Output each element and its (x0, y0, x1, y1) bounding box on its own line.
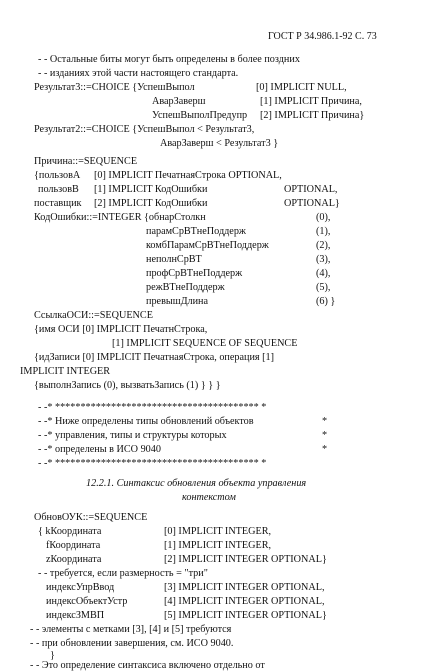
code-line: [2] IMPLICIT INTEGER OPTIONAL} (164, 554, 327, 565)
code-line: (1), (316, 226, 331, 237)
code-line: [3] IMPLICIT INTEGER OPTIONAL, (164, 582, 325, 593)
code-line: [0] IMPLICIT INTEGER, (164, 526, 272, 537)
code-line: УспешВыполПредупр (152, 110, 248, 121)
code-line: (0), (316, 212, 331, 223)
code-line: OPTIONAL, (284, 184, 338, 195)
text-line: - - Остальные биты могут быть определены в более поздних (38, 54, 300, 65)
code-line: [0] IMPLICIT NULL, (256, 82, 347, 93)
code-line: индексЗМВП (46, 610, 105, 621)
code-line: превышДлина (146, 296, 209, 307)
code-line: [0] IMPLICIT ПечатнаяСтрока OPTIONAL, (94, 170, 282, 181)
code-line: {выполнЗапись (0), вызватьЗапись (1) } } } (34, 380, 221, 391)
code-line: [1] IMPLICIT INTEGER, (164, 540, 272, 551)
code-line: АварЗаверш (152, 96, 206, 107)
code-line: (3), (316, 254, 331, 265)
code-line: индексУпрВвод (46, 582, 115, 593)
code-line: Причина::=SEQUENCE (34, 156, 138, 167)
code-line: [4] IMPLICIT INTEGER OPTIONAL, (164, 596, 325, 607)
code-line: { kКоордината (38, 526, 102, 537)
code-line: неполнСрВТ (146, 254, 202, 265)
code-line: [1] IMPLICIT Причина, (260, 96, 362, 107)
code-line: - - Это определение синтаксиса включено отдельно от (30, 660, 265, 671)
code-line: СсылкаОСИ::=SEQUENCE (34, 310, 153, 321)
code-line: (6) } (316, 296, 336, 307)
code-line: {пользовА (34, 170, 81, 181)
code-line: {имя ОСИ [0] IMPLICIT ПечатнСтрока, (34, 324, 208, 335)
code-line: индексОбъектУстр (46, 596, 128, 607)
comment-line: - -* управления, типы и структуры которых (38, 430, 227, 441)
comment-line: - -* определены в ИСО 9040 (38, 444, 161, 455)
code-line: [5] IMPLICIT INTEGER OPTIONAL} (164, 610, 327, 621)
code-line: поставщик (34, 198, 82, 209)
code-line: (4), (316, 268, 331, 279)
code-line: (2), (316, 240, 331, 251)
code-line: парамСрВТнеПоддерж (146, 226, 246, 237)
code-line: [2] IMPLICIT Причина} (260, 110, 365, 121)
code-line: - - элементы с метками [3], [4] и [5] требуются (30, 624, 232, 635)
code-line: профСрВТнеПоддерж (146, 268, 243, 279)
section-heading-cont: контекстом (182, 492, 236, 503)
code-line: } (50, 650, 55, 661)
code-line: - - требуется, если размерность = "три" (38, 568, 208, 579)
comment-line: - -* Ниже определены типы обновлений объектов (38, 416, 254, 427)
code-line: - - при обновлении завершения, см. ИСО 9040. (30, 638, 234, 649)
code-line: OPTIONAL} (284, 198, 340, 209)
comment-star: * (322, 430, 328, 441)
code-line: АварЗаверш < Результат3 } (160, 138, 279, 149)
code-line: режВТнеПоддерж (146, 282, 225, 293)
code-line: IMPLICIT INTEGER (20, 366, 111, 377)
code-line: пользовВ (38, 184, 79, 195)
code-line: [2] IMPLICIT КодОшибки (94, 198, 208, 209)
page-header: ГОСТ Р 34.986.1-92 С. 73 (268, 31, 377, 42)
comment-star: * (322, 416, 328, 427)
section-heading: 12.2.1. Синтаксис обновления объекта управления (86, 478, 307, 489)
code-line: [1] IMPLICIT КодОшибки (94, 184, 208, 195)
comment-star: * (322, 444, 328, 455)
code-line: fКоордината (46, 540, 101, 551)
code-line: ОбновОУК::=SEQUENCE (34, 512, 148, 523)
code-line: КодОшибки::=INTEGER {обнарСтолкн (34, 212, 206, 223)
code-line: Результат2::=CHOICE {УспешВыпол < Результат3, (34, 124, 255, 135)
code-line: комбПарамСрВТнеПоддерж (146, 240, 269, 251)
code-line: zКоордината (46, 554, 102, 565)
comment-line: - -* **************************************** * (38, 402, 267, 413)
code-line: {идЗаписи [0] IMPLICIT ПечатнаяСтрока, операция [1] (34, 352, 275, 363)
code-line: (5), (316, 282, 331, 293)
comment-line: - -* **************************************** * (38, 458, 267, 469)
text-line: - - изданиях этой части настоящего стандарта. (38, 68, 239, 79)
code-line: [1] IMPLICIT SEQUENCE OF SEQUENCE (112, 338, 298, 349)
code-line: Результат3::=CHOICE {УспешВыпол (34, 82, 195, 93)
